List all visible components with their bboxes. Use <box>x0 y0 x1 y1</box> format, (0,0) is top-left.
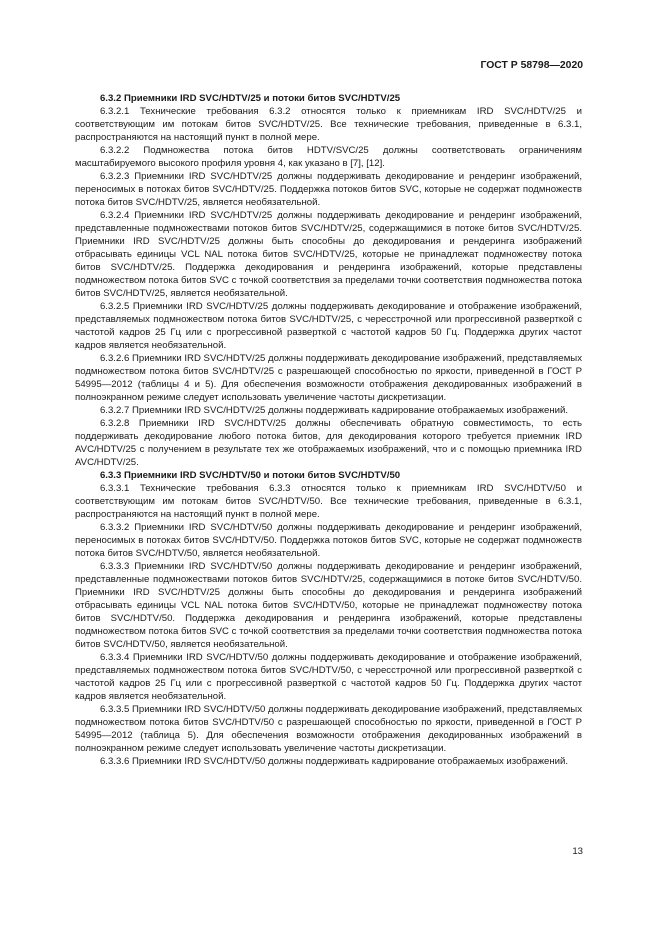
paragraph: 6.3.3.4 Приемники IRD SVC/HDTV/50 должны поддерживать декодирование и отображение изображений, представляемых подмножеством потока битов SVC/HDTV/50, с чересстрочной или прогрессивной разверткой с частотой кадров 25 Гц или с прогрессивной разверткой с частотой кадров 50 Гц. Поддержка других частот кадров является необязательной. <box>75 652 582 702</box>
page-number: 13 <box>572 846 583 857</box>
paragraph: 6.3.2.7 Приемники IRD SVC/HDTV/25 должны поддерживать кадрирование отображаемых изображений. <box>99 405 569 416</box>
paragraph: 6.3.2.3 Приемники IRD SVC/HDTV/25 должны поддерживать декодирование и рендеринг изображений, переносимых в потоках битов SVC/HDTV/25. Поддержка потоков битов SVC, которые не содержат подмножеств потока битов SVC/HDTV/25, является необязательной. <box>75 171 582 208</box>
paragraph: 6.3.3.6 Приемники IRD SVC/HDTV/50 должны поддерживать кадрирование отображаемых изображений. <box>99 756 569 767</box>
paragraph: 6.3.3.3 Приемники IRD SVC/HDTV/50 должны поддерживать декодирование и рендеринг изображений, представленные подмножествами потоков битов SVC/HDTV/25, содержащимися в потоке битов SVC/HDTV/50. Приемники IRD SVC/HDTV/25 должны быть способны до декодирования и рендеринга изображений отбрасывать единицы VCL NAL потока битов SVC/HDTV/50, которые не принадлежат подмножеству потока битов SVC/HDTV/50. Поддержка декодирования и рендеринга изображений, которые представлены подмножеством потока битов SVC с точкой соответствия за пределами точки соответствия подмножества потока битов SVC/HDTV/50, является необязательной. <box>75 561 582 650</box>
paragraph: 6.3.2.4 Приемники IRD SVC/HDTV/25 должны поддерживать декодирование и рендеринг изображений, представленные подмножествами потоков битов SVC/HDTV/25, содержащимися в потоке битов SVC/HDTV/25. Приемники IRD SVC/HDTV/25 должны быть способны до декодирования и рендеринга изображений отбрасывать единицы VCL NAL потока битов SVC/HDTV/25, которые не принадлежат подмножеству потока битов SVC/HDTV/25. Поддержка декодирования и рендеринга изображений, которые представлены подмножеством потока битов SVC с точкой соответствия за пределами точки соответствия подмножества потока битов SVC/HDTV/25, является необязательной. <box>75 210 582 299</box>
paragraph: 6.3.3.1 Технические требования 6.3.3 относятся только к приемникам IRD SVC/HDTV/50 и соответствующим им потокам битов SVC/HDTV/50. Все технические требования, приведенные в 6.3.1, распространяются на настоящий пункт в полной мере. <box>75 483 582 520</box>
paragraph: 6.3.2.1 Технические требования 6.3.2 относятся только к приемникам IRD SVC/HDTV/25 и соответствующим им потокам битов SVC/HDTV/25. Все технические требования, приведенные в 6.3.1, распространяются на настоящий пункт в полной мере. <box>75 106 582 143</box>
document-id: ГОСТ Р 58798—2020 <box>480 60 583 71</box>
paragraph: 6.3.2.2 Подмножества потока битов HDTV/SVC/25 должны соответствовать ограничениям масштабируемого высокого профиля уровня 4, как указано в [7], [12]. <box>75 145 582 169</box>
paragraph: 6.3.3.2 Приемники IRD SVC/HDTV/50 должны поддерживать декодирование и рендеринг изображений, переносимых в потоках битов SVC/HDTV/50. Поддержка потоков битов SVC, которые не содержат подмножеств потока битов SVC/HDTV/50, является необязательной. <box>75 522 582 559</box>
paragraph: 6.3.2.8 Приемники IRD SVC/HDTV/25 должны обеспечивать обратную совместимость, то есть поддерживать декодирование любого потока битов, для декодирования которого требуется приемник IRD AVC/HDTV/25 с получением в результате тех же отображаемых изображений, что и с помощью приемника IRD AVC/HDTV/25. <box>75 418 582 468</box>
section-heading-6-3-2: 6.3.2 Приемники IRD SVC/HDTV/25 и потоки битов SVC/HDTV/25 <box>99 93 401 104</box>
section-heading-6-3-3: 6.3.3 Приемники IRD SVC/HDTV/50 и потоки битов SVC/HDTV/50 <box>99 470 401 481</box>
paragraph: 6.3.2.6 Приемники IRD SVC/HDTV/25 должны поддерживать декодирование изображений, представляемых подмножеством потока битов SVC/HDTV/25 с разрешающей способностью по яркости, приведенной в ГОСТ Р 54995—2012 (таблицы 4 и 5). Для обеспечения возможности отображения декодированных изображений в полноэкранном режиме следует использовать увеличение частоты дискретизации. <box>75 353 582 403</box>
paragraph: 6.3.3.5 Приемники IRD SVC/HDTV/50 должны поддерживать декодирование изображений, представляемых подмножеством потока битов SVC/HDTV/50 с разрешающей способностью по яркости, приведенной в ГОСТ Р 54995—2012 (таблица 5). Для обеспечения возможности отображения декодированных изображений в полноэкранном режиме следует использовать увеличение частоты дискретизации. <box>75 704 582 754</box>
paragraph: 6.3.2.5 Приемники IRD SVC/HDTV/25 должны поддерживать декодирование и отображение изображений, представляемых подмножеством потока битов SVC/HDTV/25, с чересстрочной или прогрессивной разверткой с частотой кадров 25 Гц или с прогрессивной разверткой с частотой кадров 50 Гц. Поддержка других частот кадров является необязательной. <box>75 301 582 351</box>
document-body <box>75 92 582 768</box>
